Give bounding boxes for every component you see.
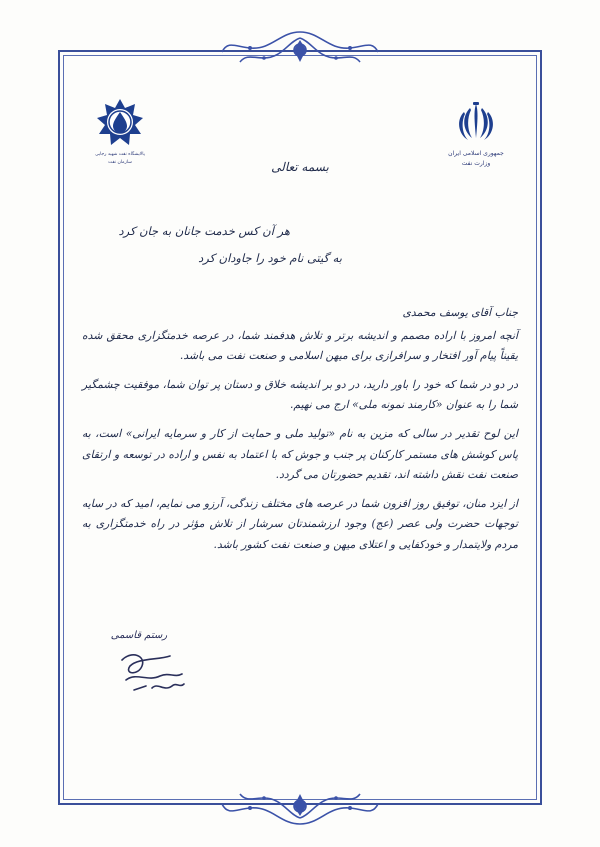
handwritten-signature-icon bbox=[112, 630, 192, 700]
letter-greeting: جناب آقای یوسف محمدی bbox=[402, 306, 518, 319]
signatory-name: رستم قاسمی bbox=[110, 630, 168, 641]
organization-logo bbox=[84, 98, 156, 166]
iran-emblem-icon bbox=[456, 102, 496, 144]
invocation-heading: بسمه تعالی bbox=[271, 160, 329, 174]
poem-line-1: هر آن کس خدمت جانان به جان کرد bbox=[118, 224, 290, 238]
ornament-bottom-icon bbox=[220, 782, 380, 828]
ministry-logo bbox=[446, 102, 506, 168]
poem-line-2: به گیتی نام خود را جاودان کرد bbox=[198, 251, 342, 265]
letter-paragraph-3: این لوح تقدیر در سالی که مزین به نام «تولید ملی و حمایت از کار و سرمایه ایرانی» است، به پاس کوشش های مستمر کارکنان پر جنب و جوش که با اعتماد به نفس و اراده در توسعه و ارتقای صنعت نفت نقش داشته اند، تقدیم حضورتان می گردد. bbox=[82, 426, 518, 482]
letter-paragraph-2: در دو در شما که خود را باور دارید، در دو بر اندیشه خلاق و دستان پر توان شما، موفقیت چشمگیر شما را به عنوان «کارمند نمونه ملی» ارج می نهیم. bbox=[82, 377, 518, 412]
ornament-top-icon bbox=[220, 28, 380, 74]
organization-caption-line2: سازمان نفت bbox=[108, 160, 132, 165]
ministry-caption-line1: جمهوری اسلامی ایران bbox=[448, 150, 504, 157]
letter-body bbox=[82, 303, 518, 564]
letter-paragraph-1: آنچه امروز با اراده مصمم و اندیشه برتر و تلاش هدفمند شما، در عرصه خدمتگزاری محقق شده یقیناً پیام آور افتخار و سرافرازی برای میهن اسلامی و صنعت نفت می باشد. bbox=[82, 328, 518, 363]
letter-paragraph-4: از ایزد منان، توفیق روز افزون شما در عرصه های مختلف زندگی، آرزو می نمایم، امید که در سایه توجهات حضرت ولی عصر (عج) وجود ارزشمندتان سرشار از تلاش مؤثر در راه خدمتگزاری به مردم ولایتمدار و خودکفایی و اعتلای میهن و صنعت نفت کشور باشد. bbox=[82, 496, 518, 551]
ministry-caption-line2: وزارت نفت bbox=[461, 160, 491, 167]
oil-drop-star-logo-icon bbox=[96, 98, 144, 146]
organization-caption-line1: پالایشگاه نفت شهید رجایی bbox=[95, 152, 145, 157]
